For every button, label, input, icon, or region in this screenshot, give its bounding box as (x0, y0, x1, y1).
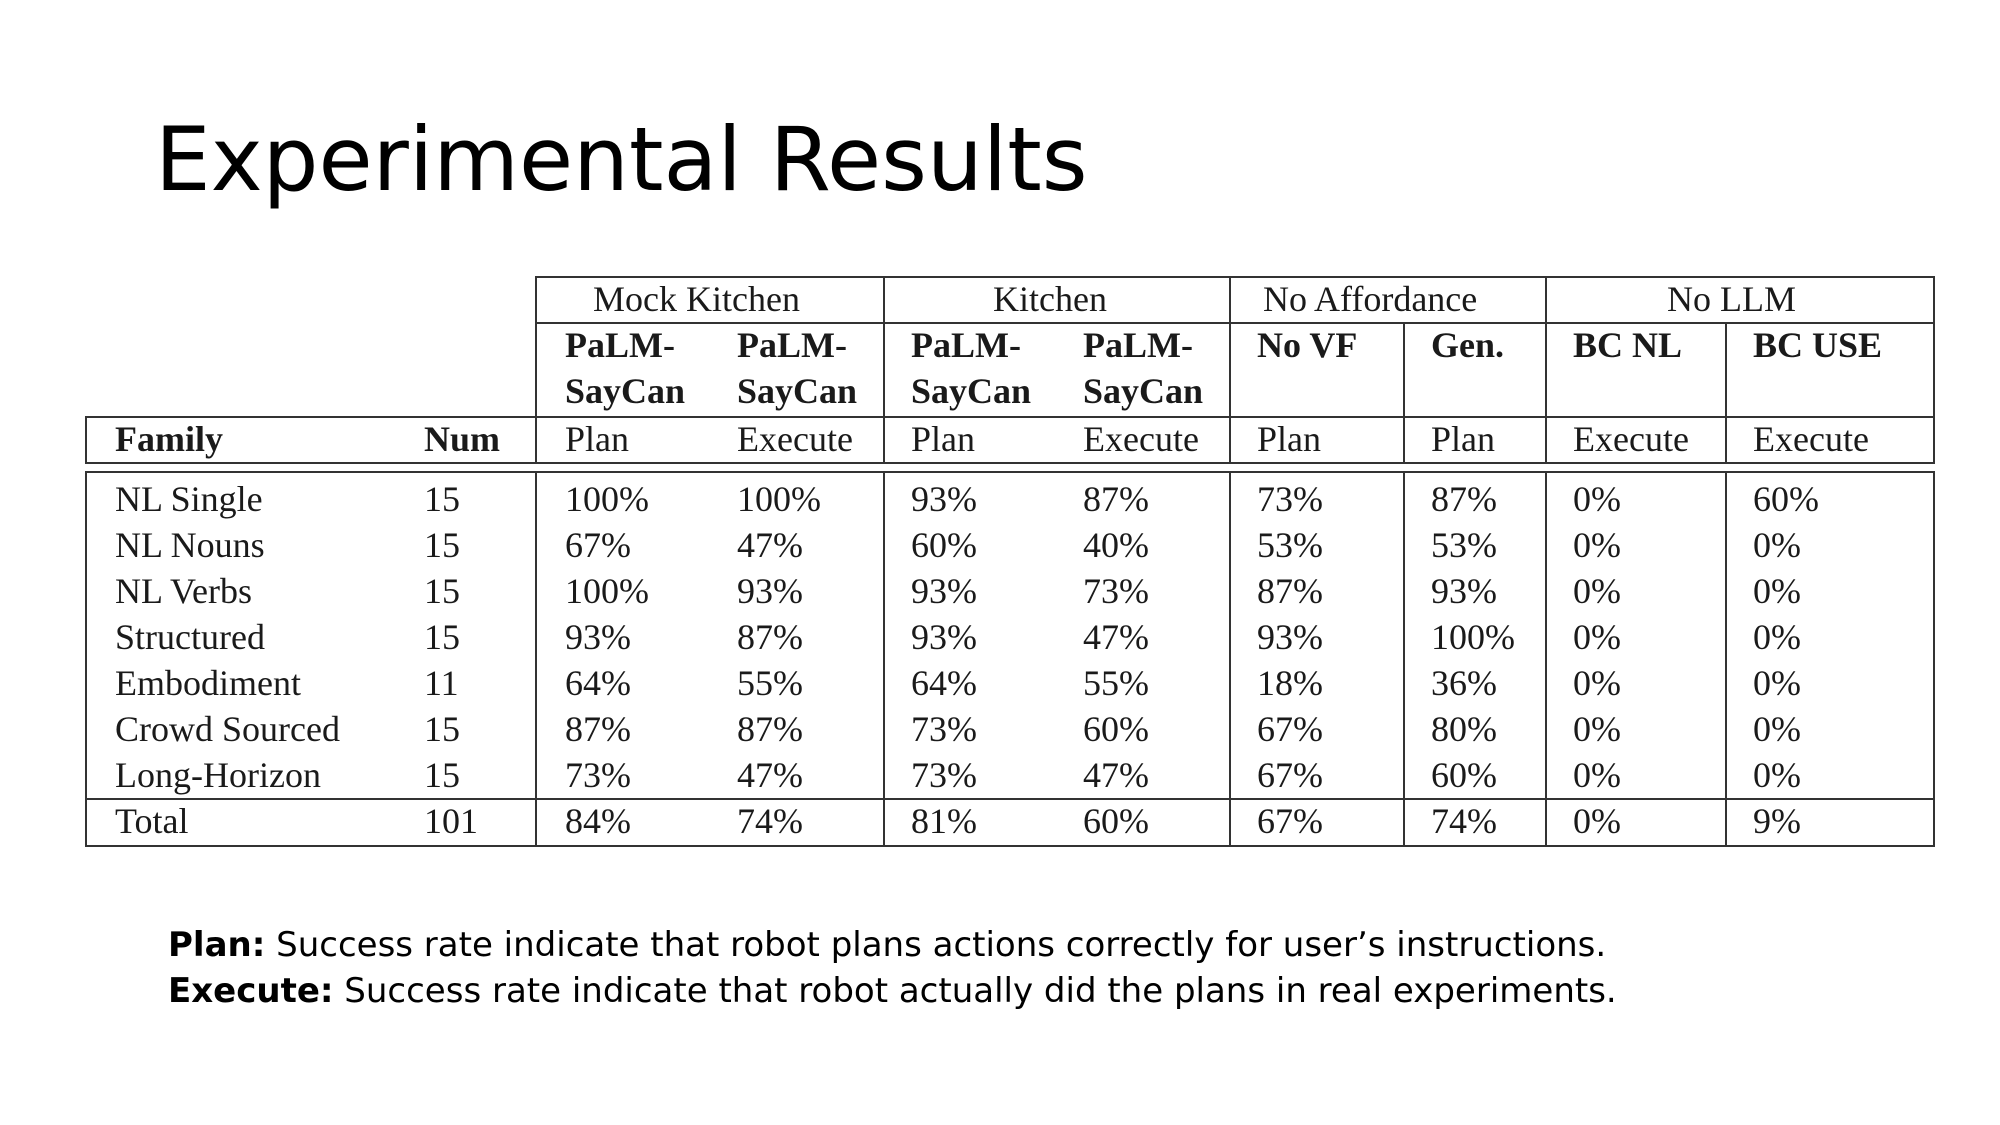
slide-title: Experimental Results (155, 108, 1088, 211)
group-mock-kitchen: Mock Kitchen (593, 279, 800, 319)
row-value: 73% (1257, 479, 1323, 519)
total-family: Total (115, 801, 189, 841)
method-name: PaLM- (911, 325, 1021, 365)
definitions (168, 922, 1617, 1014)
table-rule (1545, 276, 1547, 464)
table-rule (1403, 322, 1405, 464)
row-value: 73% (911, 709, 977, 749)
row-value: 60% (1083, 709, 1149, 749)
table-rule (535, 471, 537, 847)
table-rule (535, 276, 537, 464)
row-value: 0% (1753, 525, 1801, 565)
table-rule (1933, 276, 1935, 464)
group-kitchen: Kitchen (993, 279, 1107, 319)
total-num: 101 (424, 801, 478, 841)
row-value: 47% (1083, 617, 1149, 657)
row-num: 15 (424, 617, 460, 657)
method-name-cont: SayCan (911, 371, 1032, 411)
row-value: 67% (565, 525, 631, 565)
execute-term: Execute: (168, 971, 334, 1011)
execute-text: Success rate indicate that robot actually did the plans in real experiments. (333, 971, 1617, 1011)
method-name: BC NL (1573, 325, 1683, 365)
table-rule (1229, 471, 1231, 847)
method-name: BC USE (1753, 325, 1883, 365)
method-header-row-1 (85, 322, 1934, 368)
table-rule (883, 276, 885, 464)
row-family: NL Verbs (115, 571, 252, 611)
row-value: 87% (737, 617, 803, 657)
row-value: 100% (737, 479, 821, 519)
table-row (85, 660, 1934, 706)
row-value: 53% (1431, 525, 1497, 565)
table-rule (85, 471, 1935, 473)
row-num: 15 (424, 525, 460, 565)
row-num: 15 (424, 709, 460, 749)
row-family: NL Nouns (115, 525, 265, 565)
method-name: No VF (1257, 325, 1358, 365)
group-header-row (85, 276, 1934, 322)
row-value: 100% (1431, 617, 1515, 657)
row-value: 47% (737, 525, 803, 565)
row-value: 80% (1431, 709, 1497, 749)
row-value: 93% (1257, 617, 1323, 657)
row-family: Structured (115, 617, 265, 657)
table-row (85, 706, 1934, 752)
row-value: 0% (1573, 617, 1621, 657)
mode-label: Execute (737, 419, 853, 459)
row-value: 93% (565, 617, 631, 657)
total-value: 67% (1257, 801, 1323, 841)
row-num: 15 (424, 755, 460, 795)
row-value: 64% (911, 663, 977, 703)
row-num: 15 (424, 479, 460, 519)
row-value: 0% (1573, 525, 1621, 565)
method-name-cont: SayCan (737, 371, 858, 411)
row-value: 100% (565, 571, 649, 611)
method-name: PaLM- (565, 325, 675, 365)
row-value: 73% (565, 755, 631, 795)
table-row (85, 568, 1934, 614)
group-no-llm: No LLM (1667, 279, 1796, 319)
table-rule (1933, 471, 1935, 847)
row-value: 53% (1257, 525, 1323, 565)
row-value: 55% (737, 663, 803, 703)
table-row (85, 476, 1934, 522)
row-value: 0% (1573, 755, 1621, 795)
method-name: PaLM- (1083, 325, 1193, 365)
row-value: 47% (737, 755, 803, 795)
num-header: Num (424, 419, 501, 459)
execute-definition (168, 968, 1617, 1014)
table-rule (85, 798, 1935, 800)
row-value: 87% (1257, 571, 1323, 611)
mode-label: Execute (1753, 419, 1869, 459)
row-value: 67% (1257, 755, 1323, 795)
table-row (85, 752, 1934, 798)
plan-definition (168, 922, 1617, 968)
row-value: 93% (1431, 571, 1497, 611)
group-no-affordance: No Affordance (1263, 279, 1478, 319)
total-value: 9% (1753, 801, 1801, 841)
table-rule (85, 845, 1935, 847)
row-value: 0% (1753, 755, 1801, 795)
mode-label: Execute (1083, 419, 1199, 459)
row-family: Crowd Sourced (115, 709, 340, 749)
row-value: 87% (1431, 479, 1497, 519)
row-value: 0% (1753, 663, 1801, 703)
row-value: 73% (911, 755, 977, 795)
row-value: 93% (911, 617, 977, 657)
table-rule (883, 471, 885, 847)
total-value: 60% (1083, 801, 1149, 841)
row-value: 40% (1083, 525, 1149, 565)
mode-header-row (85, 416, 1934, 462)
row-value: 0% (1573, 571, 1621, 611)
row-value: 0% (1573, 709, 1621, 749)
table-rule (535, 276, 1935, 278)
table-row (85, 614, 1934, 660)
row-value: 60% (1431, 755, 1497, 795)
table-row (85, 522, 1934, 568)
row-value: 18% (1257, 663, 1323, 703)
row-num: 15 (424, 571, 460, 611)
table-rule (1725, 471, 1727, 847)
table-rule (85, 416, 87, 464)
row-value: 0% (1573, 663, 1621, 703)
mode-label: Execute (1573, 419, 1689, 459)
table-rule (85, 416, 1935, 418)
row-family: Long-Horizon (115, 755, 321, 795)
table-rule (85, 471, 87, 847)
method-header-row-2 (85, 368, 1934, 414)
mode-label: Plan (1431, 419, 1496, 459)
family-header: Family (115, 419, 223, 459)
row-value: 93% (911, 571, 977, 611)
method-name-cont: SayCan (565, 371, 686, 411)
row-value: 60% (1753, 479, 1819, 519)
total-value: 81% (911, 801, 977, 841)
total-value: 74% (1431, 801, 1497, 841)
table-rule (85, 462, 1935, 464)
total-value: 84% (565, 801, 631, 841)
row-value: 0% (1753, 709, 1801, 749)
mode-label: Plan (1257, 419, 1322, 459)
total-value: 74% (737, 801, 803, 841)
row-value: 64% (565, 663, 631, 703)
row-value: 87% (737, 709, 803, 749)
method-name: PaLM- (737, 325, 847, 365)
row-value: 0% (1753, 617, 1801, 657)
row-value: 67% (1257, 709, 1323, 749)
row-value: 87% (1083, 479, 1149, 519)
row-family: NL Single (115, 479, 263, 519)
row-value: 93% (737, 571, 803, 611)
row-value: 93% (911, 479, 977, 519)
method-name-cont: SayCan (1083, 371, 1204, 411)
row-value: 0% (1753, 571, 1801, 611)
table-rule (1725, 322, 1727, 464)
mode-label: Plan (565, 419, 630, 459)
row-value: 73% (1083, 571, 1149, 611)
plan-term: Plan: (168, 925, 266, 965)
row-value: 55% (1083, 663, 1149, 703)
row-value: 36% (1431, 663, 1497, 703)
total-value: 0% (1573, 801, 1621, 841)
table-rule (1545, 471, 1547, 847)
table-rule (1403, 471, 1405, 847)
row-family: Embodiment (115, 663, 301, 703)
table-rule (1229, 276, 1231, 464)
row-value: 87% (565, 709, 631, 749)
method-name: Gen. (1431, 325, 1505, 365)
row-value: 100% (565, 479, 649, 519)
plan-text: Success rate indicate that robot plans actions correctly for user’s instructions. (265, 925, 1607, 965)
row-value: 0% (1573, 479, 1621, 519)
row-value: 47% (1083, 755, 1149, 795)
row-num: 11 (424, 663, 459, 703)
row-value: 60% (911, 525, 977, 565)
table-row-total (85, 798, 1934, 844)
mode-label: Plan (911, 419, 976, 459)
